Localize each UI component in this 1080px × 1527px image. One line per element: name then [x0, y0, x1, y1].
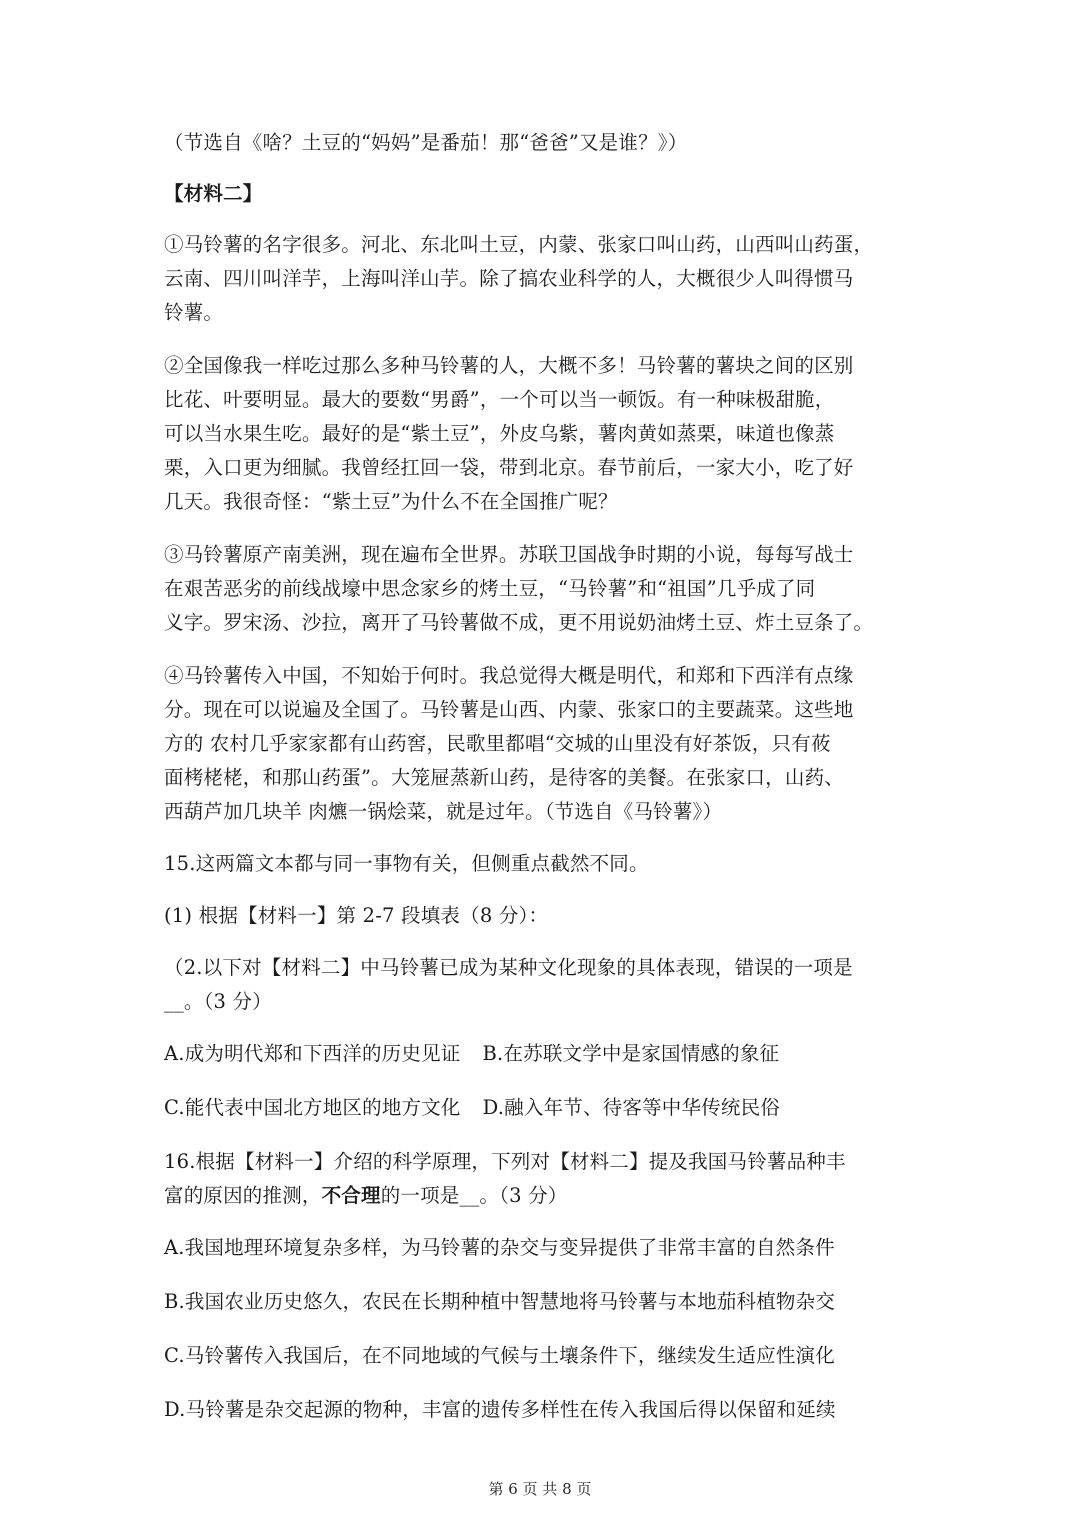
section-heading-material-2: 【材料二】 — [164, 182, 263, 205]
option-c: C.能代表中国北方地区的地方文化 — [164, 1096, 461, 1119]
paragraph-line: 云南、四川叫洋芋，上海叫洋山芋。除了搞农业科学的人，大概很少人叫得惯马 — [164, 267, 854, 290]
paragraph-line: 义字。罗宋汤、沙拉，离开了马铃薯做不成，更不用说奶油烤土豆、炸土豆条了。 — [164, 611, 874, 634]
question-15: 15.这两篇文本都与同一事物有关，但侧重点截然不同。 — [164, 852, 649, 875]
question-line: __。（3 分） — [164, 990, 272, 1013]
paragraph-line: 比花、叶要明显。最大的要数“男爵”，一个可以当一顿饭。有一种味极甜脆， — [164, 388, 835, 411]
paragraph-line: 面栲栳栳，和那山药蛋”。大笼屉蒸新山药，是待客的美餐。在张家口，山药、 — [164, 766, 844, 789]
paragraph-line: 分。现在可以说遍及全国了。马铃薯是山西、内蒙、张家口的主要蔬菜。这些地 — [164, 698, 854, 721]
paragraph-3 — [164, 538, 924, 640]
question-text: 富的原因的推测， — [164, 1184, 322, 1207]
paragraph-line: 西葫芦加几块羊 肉爊一锅烩菜，就是过年。（节选自《马铃薯》） — [164, 800, 723, 823]
paragraph-line: ①马铃薯的名字很多。河北、东北叫土豆，内蒙、张家口叫山药，山西叫山药蛋， — [164, 233, 874, 256]
question-16-option-c: C.马铃薯传入我国后，在不同地域的气候与土壤条件下，继续发生适应性演化 — [164, 1344, 835, 1367]
document-page — [164, 126, 924, 1447]
paragraph-line: 在艰苦恶劣的前线战壕中思念家乡的烤土豆，“马铃薯”和“祖国”几乎成了同 — [164, 577, 816, 600]
question-text: 的一项是__。（3 分） — [380, 1184, 568, 1207]
question-16-option-b: B.我国农业历史悠久，农民在长期种植中智慧地将马铃薯与本地茄科植物杂交 — [164, 1290, 836, 1313]
paragraph-line: 栗，入口更为细腻。我曾经扛回一袋，带到北京。春节前后，一家大小，吃了好 — [164, 456, 854, 479]
question-15-options-ab — [164, 1037, 924, 1071]
option-a: A.成为明代郑和下西洋的历史见证 — [164, 1042, 461, 1065]
option-d: D.融入年节、待客等中华传统民俗 — [482, 1096, 780, 1119]
paragraph-2 — [164, 349, 924, 519]
paragraph-4 — [164, 659, 924, 829]
paragraph-line: 铃薯。 — [164, 301, 224, 324]
emphasis-text: 不合理 — [321, 1184, 381, 1207]
question-line: 16.根据【材料一】介绍的科学原理，下列对【材料二】提及我国马铃薯品种丰 — [164, 1150, 846, 1173]
paragraph-line: ④马铃薯传入中国，不知始于何时。我总觉得大概是明代，和郑和下西洋有点缘 — [164, 664, 854, 687]
question-15-options-cd — [164, 1091, 924, 1125]
source-note-1: （节选自《啥？土豆的“妈妈”是番茄！那“爸爸”又是谁？》） — [164, 131, 688, 154]
question-15-part-1: (1) 根据【材料一】第 2-7 段填表（8 分）： — [164, 904, 549, 927]
paragraph-line: 可以当水果生吃。最好的是“紫土豆”，外皮乌紫，薯肉黄如蒸栗，味道也像蒸 — [164, 422, 835, 445]
page-footer: 第 6 页 共 8 页 — [488, 1480, 592, 1498]
question-16-option-d: D.马铃薯是杂交起源的物种，丰富的遗传多样性在传入我国后得以保留和延续 — [164, 1398, 836, 1421]
question-16 — [164, 1145, 924, 1213]
paragraph-line: ②全国像我一样吃过那么多种马铃薯的人，大概不多！马铃薯的薯块之间的区别 — [164, 354, 854, 377]
question-line — [164, 1179, 924, 1213]
paragraph-1 — [164, 228, 924, 330]
question-16-option-a: A.我国地理环境复杂多样，为马铃薯的杂交与变异提供了非常丰富的自然条件 — [164, 1236, 835, 1259]
paragraph-line: 几天。我很奇怪：“紫土豆”为什么不在全国推广呢？ — [164, 490, 618, 513]
option-b: B.在苏联文学中是家国情感的象征 — [482, 1042, 780, 1065]
question-15-part-2 — [164, 951, 924, 1019]
question-line: （2.以下对【材料二】中马铃薯已成为某种文化现象的具体表现，错误的一项是 — [164, 956, 853, 979]
paragraph-line: 方的 农村几乎家家都有山药窖，民歌里都唱“交城的山里没有好茶饭，只有莜 — [164, 732, 831, 755]
paragraph-line: ③马铃薯原产南美洲，现在遍布全世界。苏联卫国战争时期的小说，每每写战士 — [164, 543, 854, 566]
